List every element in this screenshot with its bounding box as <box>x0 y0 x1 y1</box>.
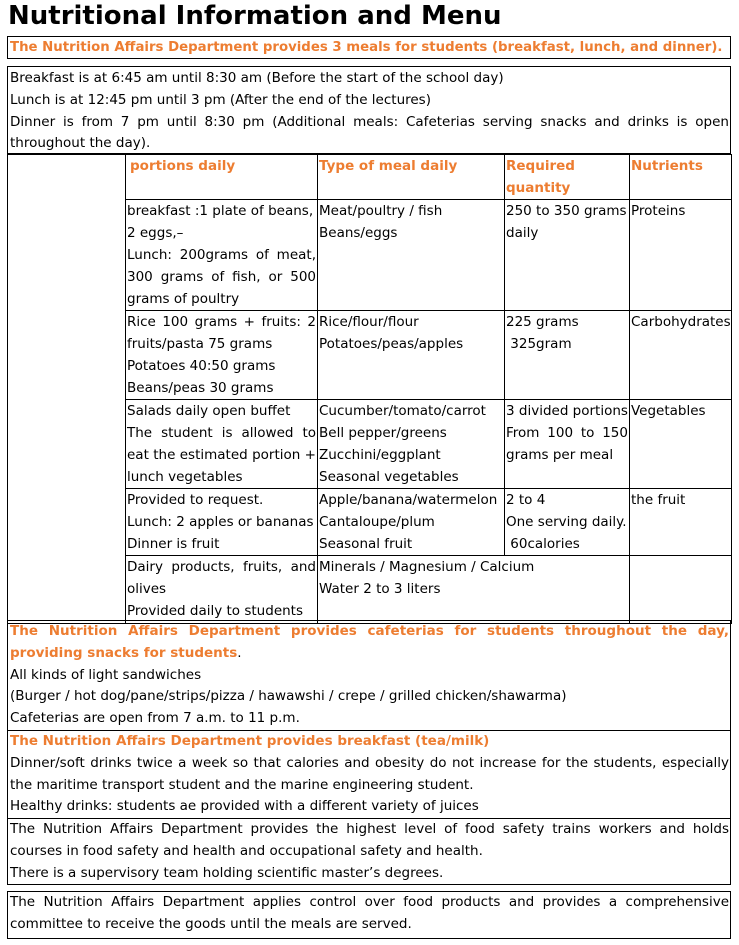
breakfast-box <box>7 730 731 819</box>
breakfast-time: Breakfast is at 6:45 am until 8:30 am (Before the start of the school day) <box>10 70 504 86</box>
header-nutrients: Nutrients <box>630 155 732 200</box>
intro-box <box>7 36 731 59</box>
type-cell: Meat/poultry / fish Beans/eggs <box>318 200 505 311</box>
page-title: Nutritional Information and Menu <box>8 1 502 31</box>
cafeteria-line: (Burger / hot dog/pane/strips/pizza / hawawshi / crepe / grilled chicken/shawarma) <box>10 688 567 705</box>
portions-cell: Rice 100 grams + fruits: 2 fruits/pasta 75 grams Potatoes 40:50 grams Beans/peas 30 grams <box>126 311 318 400</box>
minerals-cell: Minerals / Magnesium / Calcium Water 2 to 3 liters <box>318 556 630 624</box>
schedule-box <box>7 66 731 154</box>
safety-text: The Nutrition Affairs Department provides the highest level of food safety trains workers and holds courses in food safety and health and occupational safety and health. <box>10 821 729 859</box>
nutrients-cell: the fruit <box>630 489 732 556</box>
portions-cell: Dairy products, fruits, and olives Provided daily to students <box>126 556 318 624</box>
dinner-time: Dinner is from 7 pm until 8:30 pm (Additional meals: Cafeterias serving snacks and drinks is open throughout the day). <box>10 113 729 152</box>
healthy-drinks: Healthy drinks: students ae provided with a different variety of juices <box>10 798 479 815</box>
type-cell: Apple/banana/watermelon Cantaloupe/plum Seasonal fruit <box>318 489 505 556</box>
table-blank-column <box>8 155 126 624</box>
nutrients-cell: Carbohydrates <box>630 311 732 400</box>
portions-cell: breakfast :1 plate of beans, 2 eggs,– Lunch: 200grams of meat, 300 grams of fish, or 500 grams of poultry <box>126 200 318 311</box>
quantity-cell: 3 divided portions From 100 to 150 grams per meal <box>505 400 630 489</box>
cafeteria-line: All kinds of light sandwiches <box>10 666 202 683</box>
cafeteria-hours: Cafeterias are open from 7 a.m. to 11 p.m. <box>10 710 300 727</box>
header-type: Type of meal daily <box>318 155 505 200</box>
safety-box <box>7 818 731 885</box>
table-header-row <box>8 155 732 200</box>
quantity-cell: 225 grams 325gram <box>505 311 630 400</box>
type-cell: Rice/flour/flour Potatoes/peas/apples <box>318 311 505 400</box>
nutrients-cell: Proteins <box>630 200 732 311</box>
nutrients-cell-empty <box>630 556 732 624</box>
control-text: The Nutrition Affairs Department applies control over food products and provides a comprehensive committee to receive the goods until the meals are served. <box>10 894 729 932</box>
type-cell: Cucumber/tomato/carrot Bell pepper/greens Zucchini/eggplant Seasonal vegetables <box>318 400 505 489</box>
cafeteria-box <box>7 620 731 731</box>
breakfast-heading: The Nutrition Affairs Department provides breakfast (tea/milk) <box>10 733 490 749</box>
portions-cell: Salads daily open buffet The student is allowed to eat the estimated portion + lunch vegetables <box>126 400 318 489</box>
quantity-cell: 2 to 4 One serving daily. 60calories <box>505 489 630 556</box>
cafeteria-heading: The Nutrition Affairs Department provides cafeterias for students throughout the day, providing snacks for students. <box>10 623 729 661</box>
lunch-time: Lunch is at 12:45 pm until 3 pm (After the end of the lectures) <box>10 91 431 108</box>
control-box <box>7 891 731 939</box>
header-quantity: Required quantity <box>505 155 630 200</box>
nutrients-cell: Vegetables <box>630 400 732 489</box>
supervisory-team: There is a supervisory team holding scientific master’s degrees. <box>10 864 444 881</box>
portions-cell: Provided to request. Lunch: 2 apples or bananas Dinner is fruit <box>126 489 318 556</box>
breakfast-text: Dinner/soft drinks twice a week so that calories and obesity do not increase for the students, especially the maritime transport student and the marine engineering student. <box>10 754 729 793</box>
intro-text: The Nutrition Affairs Department provides 3 meals for students (breakfast, lunch, and dinner). <box>10 40 723 55</box>
quantity-cell: 250 to 350 grams daily <box>505 200 630 311</box>
nutrition-table <box>7 154 732 624</box>
header-portions: portions daily <box>126 155 318 200</box>
